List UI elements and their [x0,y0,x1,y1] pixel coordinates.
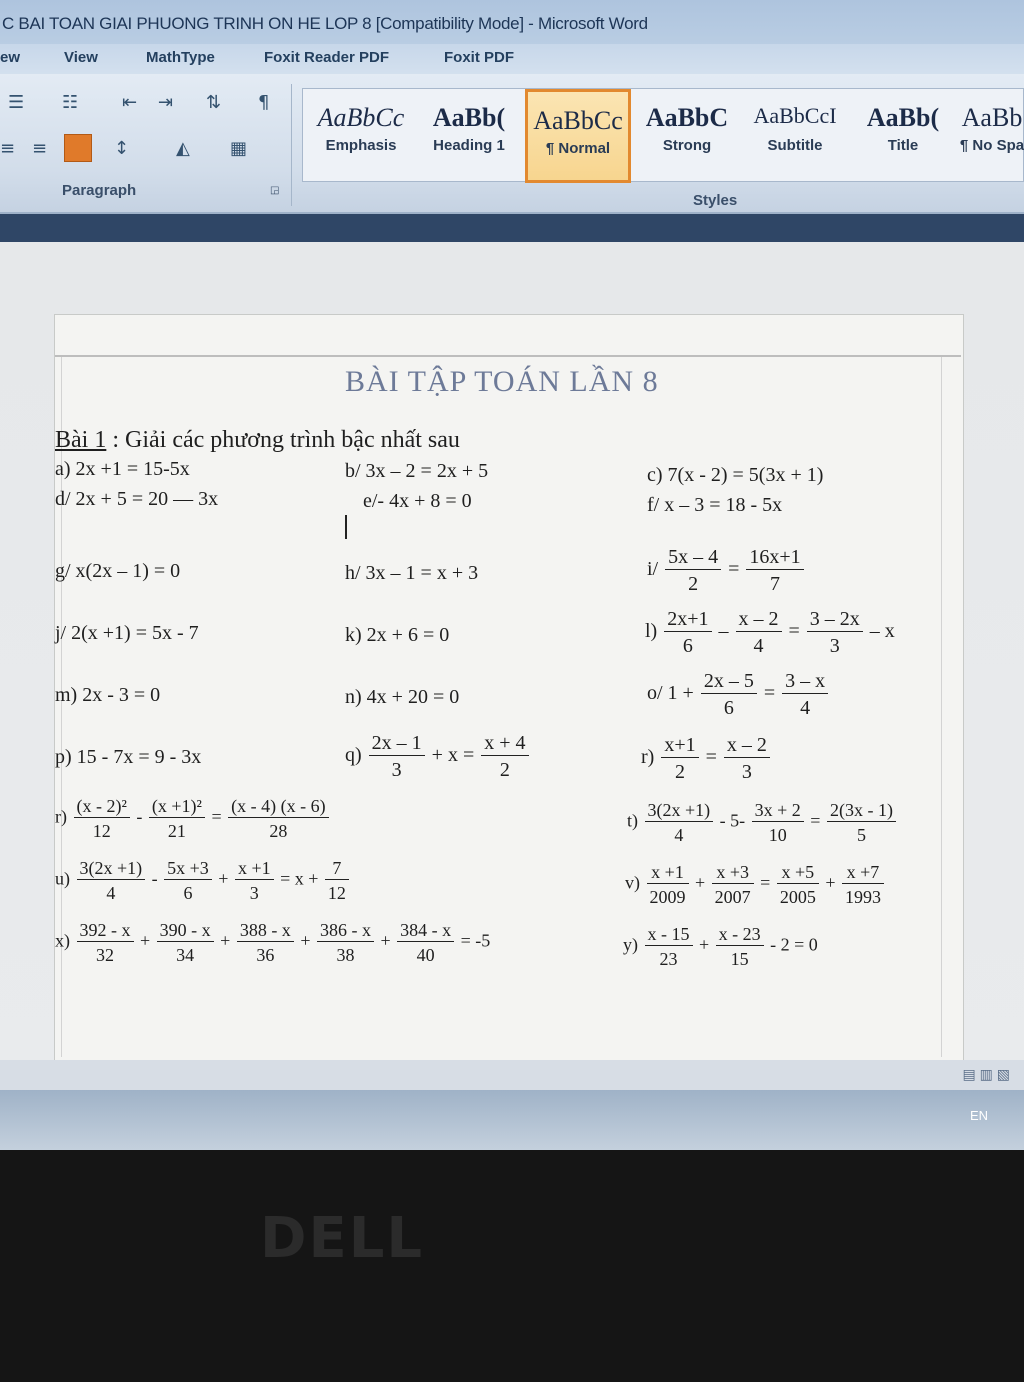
align-right-icon[interactable]: ≡ [32,138,48,159]
fraction [661,735,698,782]
heading-text: : Giải các phương trình bậc nhất sau [106,427,460,453]
fraction [807,609,863,656]
style-sample: AaBb( [866,103,940,132]
denominator: 10 [768,825,787,845]
exercise-label: u) [55,868,70,889]
denominator: 38 [336,945,355,965]
window-title: C BAI TOAN GIAI PHUONG TRINH ON HE LOP 8 [Compatibility Mode] - Microsoft Word [0,0,1024,44]
fraction [237,921,294,964]
fraction [782,671,828,718]
exercise-label: o/ 1 + [647,682,694,705]
align-center-icon[interactable]: ≡ [0,138,16,159]
numerator: 3(2x +1) [77,859,146,880]
fraction [716,925,764,968]
styles-group-label: Styles [693,192,738,209]
numerator: 2x+1 [664,609,711,632]
denominator: 6 [183,883,193,903]
denominator: 3 [741,761,752,783]
document-workspace [0,214,1024,1090]
style-normal[interactable] [525,89,631,183]
monitor-bezel [0,1150,1024,1382]
denominator: 1993 [844,887,881,907]
denominator: 2 [499,759,510,781]
numerator: x + 4 [481,733,528,756]
exercise-label: v) [625,872,640,893]
fraction [842,863,884,906]
style-name: Emphasis [325,137,397,154]
exercise-middle: + x = [431,744,475,767]
numerator: 2x – 5 [701,671,757,694]
exercise-k: k) 2x + 6 = 0 [345,624,450,646]
denominator: 12 [92,821,111,841]
fraction [665,547,721,594]
document-page[interactable] [54,314,964,1074]
exercise-v: v) $\frac{x +1}{2009}$ + $\frac{x +3}{2007}$ = $\frac{x +5}{2005}$ + $\frac{x +7}{1993}$ [625,863,886,906]
denominator: 4 [674,825,684,845]
denominator: 23 [659,949,678,969]
exercise-a: a) 2x +1 = 15-5x [55,458,190,480]
exercise-label: y) [623,934,638,955]
denominator: 3 [391,759,402,781]
fraction [724,735,770,782]
numerator: x +1 [647,863,689,884]
fraction [777,863,819,906]
exercise-r-second: r) $\frac{\text{(x - 2)²}}{12}$ - $\frac{\text{(x +1)²}}{21}$ = $\frac{(x - 4) (x - 6)}{28}$ [55,797,331,840]
style-name: Title [887,137,919,154]
tab-view[interactable]: View [64,49,98,66]
numerator: 5x – 4 [665,547,721,570]
numerator: 386 - x [317,921,374,942]
denominator: 12 [327,883,346,903]
taskbar [0,1090,1024,1150]
fraction [164,859,212,902]
styles-group [300,84,1024,209]
fraction [369,733,425,780]
exercise-b: b/ 3x – 2 = 2x + 5 [345,460,489,482]
styles-gallery [302,88,1024,182]
exercise-tail: - 2 = 0 [770,934,818,955]
menu-bar [0,44,1024,74]
denominator: 21 [167,821,186,841]
decrease-indent-icon[interactable]: ⇤ [122,92,138,113]
numerator: 2(3x - 1) [827,801,896,822]
line-spacing-icon[interactable]: ↕ [114,138,130,159]
denominator: 2007 [714,887,751,907]
style-sample: AaBbC [645,103,729,132]
style-name: ¶ Normal [545,140,611,157]
numerator: 3 – x [782,671,828,694]
style-name: Subtitle [767,137,823,154]
language-indicator[interactable]: EN [969,1108,988,1123]
denominator: 28 [269,821,288,841]
exercise-heading [55,427,460,454]
exercise-label: r) [55,806,67,827]
numerator: x – 2 [724,735,770,758]
status-bar [0,1060,1024,1090]
fraction [157,921,214,964]
paragraph-group-label: Paragraph [62,182,137,199]
style-heading-1[interactable] [417,89,521,183]
exercise-x: x) $\frac{392 - x}{32}$ + $\frac{390 - x}{34}$ + $\frac{388 - x}{36}$ + $\frac{386 - x}{38}$ + $\frac{384 - x}{40}$ = -5 [55,920,491,965]
tab-review[interactable]: ew [0,49,21,66]
sort-icon[interactable]: ⇅ [206,92,222,113]
fraction [736,609,782,656]
exercise-c: c) 7(x - 2) = 5(3x + 1) [647,464,824,486]
exercise-i: i/ $\frac{5x - 4}{2}$ = $\frac{16x+1}{7}$ [647,547,806,594]
style-sample: AaBb( [432,103,506,132]
numerator: (x +1)² [149,797,205,818]
style-title[interactable] [851,89,955,183]
tab-mathtype[interactable]: MathType [146,49,215,66]
style-no-spacing[interactable] [959,89,1024,183]
exercise-middle: = x + [280,868,319,889]
fraction [77,921,134,964]
text-cursor [345,515,347,539]
exercise-label: t) [627,810,638,831]
exercise-label: i/ [647,558,659,581]
numerator: 16x+1 [746,547,803,570]
fraction [827,801,896,844]
numerator: (x - 2)² [74,797,130,818]
exercise-p: p) 15 - 7x = 9 - 3x [55,746,202,768]
exercise-label: r) [641,746,655,769]
denominator: 3 [249,883,259,903]
numerator: x +3 [712,863,754,884]
denominator: 36 [256,945,275,965]
shading-icon[interactable]: ◭ [176,138,190,159]
exercise-q [345,733,531,780]
denominator: 6 [682,635,693,657]
numerator: x +1 [235,859,274,880]
denominator: 3 [829,635,840,657]
borders-icon[interactable]: ▦ [230,138,248,159]
exercise-l: l) $\frac{2x+1}{6}$ – $\frac{x - 2}{4}$ = $\frac{3 - 2x}{3}$ – x [645,608,895,657]
numerator: 5x +3 [164,859,212,880]
style-sample: AaBb [961,103,1023,132]
numerator: 384 - x [397,921,454,942]
brand-logo: DELL [260,1206,425,1271]
exercise-h: h/ 3x – 1 = x + 3 [345,562,479,584]
style-subtitle[interactable] [743,89,847,183]
exercise-tail: = -5 [460,930,491,951]
exercise-e: e/- 4x + 8 = 0 [363,490,472,512]
numerator: x - 23 [716,925,764,946]
exercise-label: q) [345,744,362,767]
numerator: 3x + 2 [752,801,804,822]
right-margin-guide [941,357,942,1057]
fraction [235,859,274,902]
fraction [645,925,693,968]
style-emphasis[interactable] [309,89,413,183]
denominator: 5 [856,825,866,845]
fraction [701,671,757,718]
exercise-u: u) $\frac{3(2x +1)}{4}$ - $\frac{5x +3}{6}$ + $\frac{x +1}{3}$ = x + $\frac{7}{12}$ [55,859,351,902]
denominator: 7 [770,573,781,595]
header-divider [55,355,961,357]
ribbon [0,74,1024,214]
exercise-o: o/ 1 + $\frac{2x - 5}{6}$ = $\frac{3 - x}{4}$ [647,671,830,718]
exercise-tail: – x [869,620,895,643]
document-title: BÀI TẬP TOÁN LẦN 8 [345,365,659,398]
numerator: 7 [325,859,349,880]
denominator: 4 [800,697,811,719]
justify-icon[interactable] [64,134,92,162]
fraction [77,859,146,902]
fraction [325,859,349,902]
style-sample: AaBbCcI [753,103,837,128]
denominator: 2 [688,573,699,595]
exercise-middle: - 5- [719,810,746,831]
denominator: 15 [730,949,749,969]
denominator: 40 [416,945,435,965]
numerator: 3 – 2x [807,609,863,632]
pilcrow-icon[interactable]: ¶ [258,92,270,113]
numerator: x - 15 [645,925,693,946]
increase-indent-icon[interactable]: ⇥ [158,92,174,113]
numerator: (x - 4) (x - 6) [228,797,328,818]
denominator: 4 [753,635,764,657]
exercise-j: j/ 2(x +1) = 5x - 7 [55,622,199,644]
denominator: 32 [96,945,114,965]
numerator: 388 - x [237,921,294,942]
exercise-m: m) 2x - 3 = 0 [55,684,161,706]
denominator: 34 [176,945,195,965]
exercise-n: n) 4x + 20 = 0 [345,686,460,708]
tab-foxit-reader-pdf[interactable]: Foxit Reader PDF [264,49,390,66]
fraction [481,733,528,780]
tab-foxit-pdf[interactable]: Foxit PDF [444,49,514,66]
style-name: Heading 1 [433,137,505,154]
numerator: x – 2 [736,609,782,632]
dialog-launcher-icon[interactable]: ◲ [270,185,280,196]
fraction [74,797,130,840]
numerator: 390 - x [157,921,214,942]
bullets-icon[interactable]: ☰ [8,92,25,113]
fraction [397,921,454,964]
style-name: ¶ No Spa [959,137,1024,154]
denominator: 2 [674,761,685,783]
exercise-f: f/ x – 3 = 18 - 5x [647,494,783,516]
numerator: x +7 [842,863,884,884]
style-sample: AaBbCc [533,106,623,135]
heading-prefix: Bài 1 [55,427,107,453]
style-name: Strong [662,137,712,154]
exercise-g: g/ x(2x – 1) = 0 [55,560,181,582]
fraction [149,797,205,840]
paragraph-group [0,84,292,206]
exercise-y: y) $\frac{x - 15}{23}$ + $\frac{x - 23}{15}$ - 2 = 0 [623,924,818,969]
fraction [228,797,328,840]
fraction [746,547,803,594]
fraction [645,801,714,844]
denominator: 2009 [649,887,686,907]
denominator: 4 [106,883,116,903]
denominator: 6 [723,697,734,719]
numerator: x+1 [661,735,698,758]
style-strong[interactable] [635,89,739,183]
exercise-r-first: r) $\frac{x+1}{2}$ = $\frac{x - 2}{3}$ [641,735,772,782]
numerator: 392 - x [77,921,134,942]
numerator: x +5 [777,863,819,884]
style-sample: AaBbCc [317,103,405,132]
fraction [752,801,804,844]
denominator: 2005 [779,887,816,907]
numerator: 2x – 1 [369,733,425,756]
numbering-icon[interactable]: ☷ [62,92,79,113]
exercise-label: x) [55,930,70,951]
fraction [712,863,754,906]
fraction [317,921,374,964]
exercise-t: t) $\frac{3(2x +1)}{4}$ - 5- $\frac{3x + 2}{10}$ = $\frac{2(3x - 1)}{5}$ [627,801,898,844]
fraction [647,863,689,906]
exercise-d: d/ 2x + 5 = 20 — 3x [55,488,219,510]
exercise-label: l) [645,620,658,643]
numerator: 3(2x +1) [645,801,714,822]
view-mode-icon[interactable]: ▤ ▥ ▧ [962,1066,1010,1082]
fraction [664,609,711,656]
